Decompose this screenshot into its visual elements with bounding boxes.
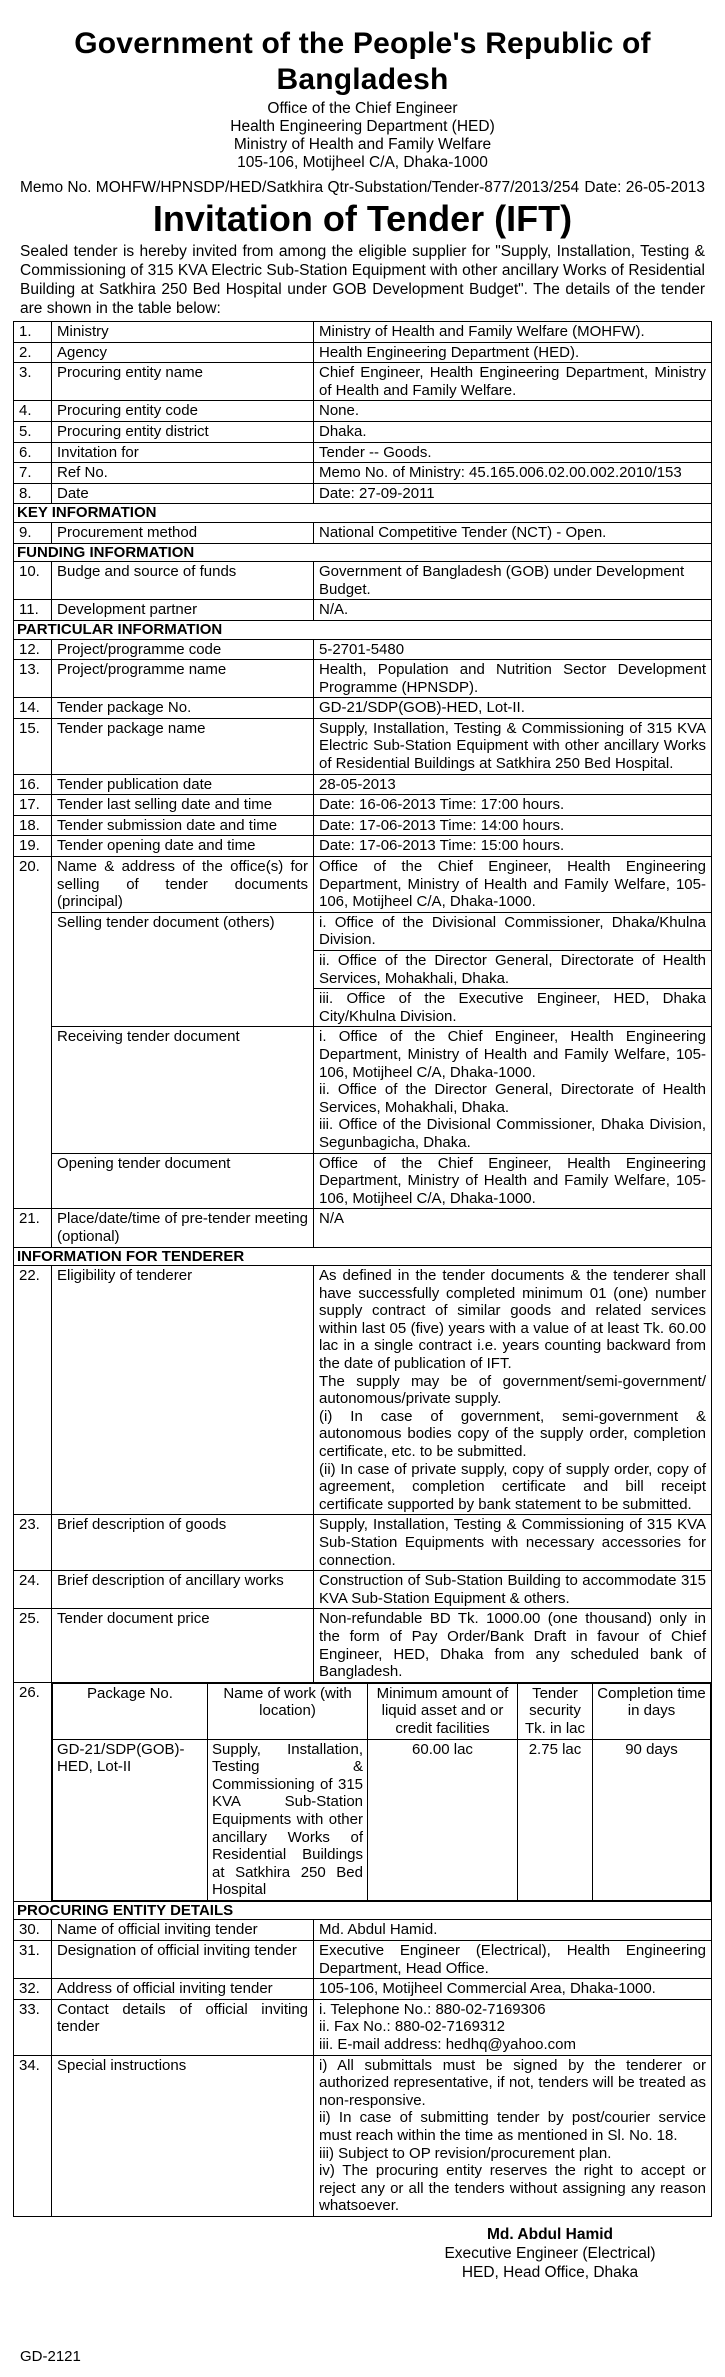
row-number: 21. <box>14 1209 52 1247</box>
office-line: 105-106, Motijheel C/A, Dhaka-1000 <box>237 154 488 171</box>
column-header: Tender security Tk. in lac <box>518 1683 593 1739</box>
package-table-cell <box>52 1682 712 1901</box>
table-row <box>14 857 712 913</box>
contact-telephone: i. Telephone No.: 880-02-7169306 <box>319 2000 546 2018</box>
row-number: 6. <box>14 442 52 463</box>
section-header <box>14 620 712 639</box>
row-value: Tender -- Goods. <box>314 442 712 463</box>
row-number: 7. <box>14 463 52 484</box>
row-label: Receiving tender document <box>52 1027 314 1153</box>
row-number: 22. <box>14 1266 52 1515</box>
row-number: 25. <box>14 1609 52 1682</box>
row-value: Date: 27-09-2011 <box>314 483 712 504</box>
row-label: Name of official inviting tender <box>52 1920 314 1941</box>
row-label: Budge and source of funds <box>52 562 314 600</box>
row-value-list <box>314 1999 712 2055</box>
paragraph: The supply may be of government/semi-government/ autonomous/private supply. <box>319 1372 706 1408</box>
table-row <box>14 562 712 600</box>
row-label: Invitation for <box>52 442 314 463</box>
office-address <box>20 100 705 172</box>
row-number: 13. <box>14 660 52 698</box>
table-row <box>14 815 712 836</box>
office-line: Ministry of Health and Family Welfare <box>233 136 492 153</box>
row-number: 24. <box>14 1571 52 1609</box>
table-row <box>14 639 712 660</box>
row-number: 17. <box>14 795 52 816</box>
row-value: Date: 17-06-2013 Time: 15:00 hours. <box>314 836 712 857</box>
row-value: Dhaka. <box>314 421 712 442</box>
instruction-item: iii) Subject to OP revision/procurement plan. <box>319 2144 612 2162</box>
row-value: Government of Bangladesh (GOB) under Development Budget. <box>314 562 712 600</box>
section-header <box>14 1901 712 1920</box>
row-value: iii. Office of the Executive Engineer, HED, Dhaka City/Khulna Division. <box>314 989 712 1027</box>
row-label: Procuring entity code <box>52 401 314 422</box>
row-value: 105-106, Motijheel Commercial Area, Dhaka-1000. <box>314 1979 712 2000</box>
package-data-row <box>53 1739 711 1900</box>
row-label: Procuring entity district <box>52 421 314 442</box>
row-label: Ref No. <box>52 463 314 484</box>
work-name: Supply, Installation, Testing & Commissioning of 315 KVA Sub-Station Equipments with other ancillary Works of Residential Buildings at Satkhira 250 Bed Hospital <box>208 1739 368 1900</box>
section-title: FUNDING INFORMATION <box>14 543 712 562</box>
row-number: 10. <box>14 562 52 600</box>
table-row <box>14 421 712 442</box>
ift-title: Invitation of Tender (IFT) <box>152 198 573 239</box>
signatory-name: Md. Abdul Hamid <box>487 2225 613 2243</box>
row-value: Health Engineering Department (HED). <box>314 342 712 363</box>
table-row <box>14 401 712 422</box>
memo-number: Memo No. MOHFW/HPNSDP/HED/Satkhira Qtr-Substation/Tender-877/2013/254 <box>20 179 580 196</box>
instruction-item: ii) In case of submitting tender by post/courier service must reach within the time as mentioned in Sl. No. 18. <box>319 2109 706 2144</box>
package-number: GD-21/SDP(GOB)-HED, Lot-II <box>53 1739 208 1900</box>
paragraph: As defined in the tender documents & the tenderer shall have successfully completed minimum 01 (one) number supply contract of similar goods and related services within last 05 (five) years with a value of at least Tk. 60.00 lac in a single contract i.e. years counting backward from the date of publication of IFT. <box>319 1267 706 1373</box>
row-number: 14. <box>14 698 52 719</box>
section-header <box>14 543 712 562</box>
table-row <box>14 2055 712 2216</box>
table-row <box>14 442 712 463</box>
row-label: Tender package name <box>52 718 314 774</box>
row-label: Tender document price <box>52 1609 314 1682</box>
row-number: 16. <box>14 774 52 795</box>
section-title: PARTICULAR INFORMATION <box>14 620 712 639</box>
row-label: Opening tender document <box>52 1153 314 1209</box>
column-header: Package No. <box>53 1683 208 1739</box>
tender-details-table <box>13 321 712 2217</box>
table-row <box>14 774 712 795</box>
row-number: 5. <box>14 421 52 442</box>
table-row <box>14 836 712 857</box>
section-title: INFORMATION FOR TENDERER <box>14 1247 712 1266</box>
contact-email: iii. E-mail address: hedhq@yahoo.com <box>319 2036 577 2054</box>
paragraph: (ii) In case of private supply, copy of supply order, copy of agreement, completion certificate and bill receipt certificate supported by bank statement to be submitted. <box>319 1460 706 1513</box>
row-label: Tender last selling date and time <box>52 795 314 816</box>
table-row <box>14 600 712 621</box>
table-row <box>14 1209 712 1247</box>
column-header: Completion time in days <box>593 1683 711 1739</box>
row-label: Selling tender document (others) <box>52 912 314 1027</box>
table-row <box>14 1153 712 1209</box>
row-number: 31. <box>14 1941 52 1979</box>
instruction-item: i) All submittals must be signed by the tenderer or authorized representative, if not, tenders will be treated as non-responsive. <box>319 2056 706 2109</box>
table-row <box>14 483 712 504</box>
table-row <box>14 322 712 343</box>
row-value: Date: 16-06-2013 Time: 17:00 hours. <box>314 795 712 816</box>
row-label: Special instructions <box>52 2055 314 2216</box>
row-label: Tender package No. <box>52 698 314 719</box>
package-table <box>52 1683 711 1901</box>
signature-block <box>400 2225 700 2282</box>
liquid-asset: 60.00 lac <box>368 1739 518 1900</box>
row-label: Project/programme name <box>52 660 314 698</box>
row-label: Brief description of ancillary works <box>52 1571 314 1609</box>
row-label: Name & address of the office(s) for selling of tender documents (principal) <box>52 857 314 913</box>
table-row <box>14 1609 712 1682</box>
row-number: 20. <box>14 857 52 1209</box>
government-title: Government of the People's Republic of Bangladesh <box>74 27 651 96</box>
row-number: 2. <box>14 342 52 363</box>
row-number: 1. <box>14 322 52 343</box>
row-value: N/A. <box>314 600 712 621</box>
memo-date: Date: 26-05-2013 <box>584 179 705 196</box>
table-row <box>14 1515 712 1571</box>
row-label: Project/programme code <box>52 639 314 660</box>
table-row <box>14 522 712 543</box>
row-label: Tender publication date <box>52 774 314 795</box>
signatory-office: HED, Head Office, Dhaka <box>461 2263 639 2281</box>
row-number: 15. <box>14 718 52 774</box>
notice-header <box>13 26 712 318</box>
row-label: Ministry <box>52 322 314 343</box>
table-row <box>14 1266 712 1515</box>
list-item: iii. Office of the Divisional Commissioner, Dhaka Division, Segunbagicha, Dhaka. <box>319 1116 706 1151</box>
row-value: N/A <box>314 1209 712 1247</box>
section-title: KEY INFORMATION <box>14 504 712 523</box>
row-value: 28-05-2013 <box>314 774 712 795</box>
list-item: i. Office of the Chief Engineer, Health Engineering Department, Ministry of Health and Family Welfare, 105-106, Motijheel C/A, Dhaka-1000. <box>319 1028 706 1081</box>
instruction-item: iv) The procuring entity reserves the right to accept or reject any or all the tenders without assigning any reason whatsoever. <box>319 2162 706 2215</box>
row-value: Construction of Sub-Station Building to accommodate 315 KVA Sub-Station Equipment & others. <box>314 1571 712 1609</box>
table-row <box>14 698 712 719</box>
row-label: Procuring entity name <box>52 363 314 401</box>
section-title: PROCURING ENTITY DETAILS <box>14 1901 712 1920</box>
row-value-list <box>314 1027 712 1153</box>
row-value: Supply, Installation, Testing & Commissioning of 315 KVA Sub-Station Equipments with necessary accessories for connection. <box>314 1515 712 1571</box>
package-header-row <box>53 1683 711 1739</box>
row-value: Supply, Installation, Testing & Commissioning of 315 KVA Electric Sub-Station Equipment with other ancillary Works of Residential Buildings at Satkhira 250 Bed Hospital. <box>314 718 712 774</box>
row-value: Chief Engineer, Health Engineering Department, Ministry of Health and Family Welfare. <box>314 363 712 401</box>
intro-paragraph: Sealed tender is hereby invited from among the eligible supplier for "Supply, Installation, Testing & Commissioning of 315 KVA Electric Sub-Station Equipment with other ancillary Works of Residential Building at Satkhira 250 Bed Hospital under GOB Development Budget". The details of the tender are shown in the table below: <box>20 243 705 317</box>
table-row <box>14 463 712 484</box>
row-value: National Competitive Tender (NCT) - Open. <box>314 522 712 543</box>
row-label: Procurement method <box>52 522 314 543</box>
completion-time: 90 days <box>593 1739 711 1900</box>
row-number: 33. <box>14 1999 52 2055</box>
row-number: 30. <box>14 1920 52 1941</box>
row-number: 11. <box>14 600 52 621</box>
row-value: Date: 17-06-2013 Time: 14:00 hours. <box>314 815 712 836</box>
row-value-list <box>314 1266 712 1515</box>
row-value: Md. Abdul Hamid. <box>314 1920 712 1941</box>
row-label: Date <box>52 483 314 504</box>
row-label: Contact details of official inviting tender <box>52 1999 314 2055</box>
office-line: Office of the Chief Engineer <box>267 100 458 117</box>
row-value: Office of the Chief Engineer, Health Engineering Department, Ministry of Health and Family Welfare, 105-106, Motijheel C/A, Dhaka-1000. <box>314 857 712 913</box>
row-number: 3. <box>14 363 52 401</box>
row-number: 18. <box>14 815 52 836</box>
contact-fax: ii. Fax No.: 880-02-7169312 <box>319 2018 505 2036</box>
section-header <box>14 1247 712 1266</box>
row-number: 9. <box>14 522 52 543</box>
row-value-list <box>314 2055 712 2216</box>
table-row <box>14 1571 712 1609</box>
table-row <box>14 363 712 401</box>
row-number: 34. <box>14 2055 52 2216</box>
table-row <box>14 795 712 816</box>
row-value: Health, Population and Nutrition Sector Development Programme (HPNSDP). <box>314 660 712 698</box>
table-row <box>14 1979 712 2000</box>
row-number: 4. <box>14 401 52 422</box>
table-row <box>14 912 712 950</box>
column-header: Name of work (with location) <box>208 1683 368 1739</box>
row-number: 12. <box>14 639 52 660</box>
row-label: Tender submission date and time <box>52 815 314 836</box>
row-value: 5-2701-5480 <box>314 639 712 660</box>
footer-code: GD-2121 <box>20 2348 81 2365</box>
row-number: 26. <box>14 1682 52 1901</box>
row-number: 32. <box>14 1979 52 2000</box>
row-label: Agency <box>52 342 314 363</box>
row-label: Eligibility of tenderer <box>52 1266 314 1515</box>
column-header: Minimum amount of liquid asset and or credit facilities <box>368 1683 518 1739</box>
row-label: Address of official inviting tender <box>52 1979 314 2000</box>
row-number: 19. <box>14 836 52 857</box>
row-number: 23. <box>14 1515 52 1571</box>
section-header <box>14 504 712 523</box>
table-row <box>14 342 712 363</box>
row-label: Designation of official inviting tender <box>52 1941 314 1979</box>
table-row <box>14 1682 712 1901</box>
signatory-title: Executive Engineer (Electrical) <box>444 2244 656 2262</box>
table-row <box>14 1941 712 1979</box>
paragraph: (i) In case of government, semi-government & autonomous bodies copy of the supply order, completion certificate, etc. to be submitted. <box>319 1407 706 1461</box>
table-row <box>14 718 712 774</box>
row-value: GD-21/SDP(GOB)-HED, Lot-II. <box>314 698 712 719</box>
row-label: Place/date/time of pre-tender meeting (optional) <box>52 1209 314 1247</box>
tender-security: 2.75 lac <box>518 1739 593 1900</box>
row-label: Tender opening date and time <box>52 836 314 857</box>
row-value: Office of the Chief Engineer, Health Engineering Department, Ministry of Health and Family Welfare, 105-106, Motijheel C/A, Dhaka-1000. <box>314 1153 712 1209</box>
row-number: 8. <box>14 483 52 504</box>
row-value: None. <box>314 401 712 422</box>
table-row <box>14 660 712 698</box>
table-row <box>14 1999 712 2055</box>
row-value: Non-refundable BD Tk. 1000.00 (one thousand) only in the form of Pay Order/Bank Draft in favour of Chief Engineer, HED, Dhaka from any scheduled bank of Bangladesh. <box>314 1609 712 1682</box>
row-label: Brief description of goods <box>52 1515 314 1571</box>
office-line: Health Engineering Department (HED) <box>230 118 495 135</box>
table-row <box>14 1027 712 1153</box>
row-value: ii. Office of the Director General, Directorate of Health Services, Mohakhali, Dhaka. <box>314 951 712 989</box>
table-row <box>14 1920 712 1941</box>
row-value: Memo No. of Ministry: 45.165.006.02.00.002.2010/153 <box>314 463 712 484</box>
row-value: Ministry of Health and Family Welfare (MOHFW). <box>314 322 712 343</box>
row-value: Executive Engineer (Electrical), Health Engineering Department, Head Office. <box>314 1941 712 1979</box>
memo-line <box>20 178 705 198</box>
row-label: Development partner <box>52 600 314 621</box>
list-item: ii. Office of the Director General, Directorate of Health Services, Mohakhali, Dhaka. <box>319 1081 706 1116</box>
row-value: i. Office of the Divisional Commissioner, Dhaka/Khulna Division. <box>314 912 712 950</box>
